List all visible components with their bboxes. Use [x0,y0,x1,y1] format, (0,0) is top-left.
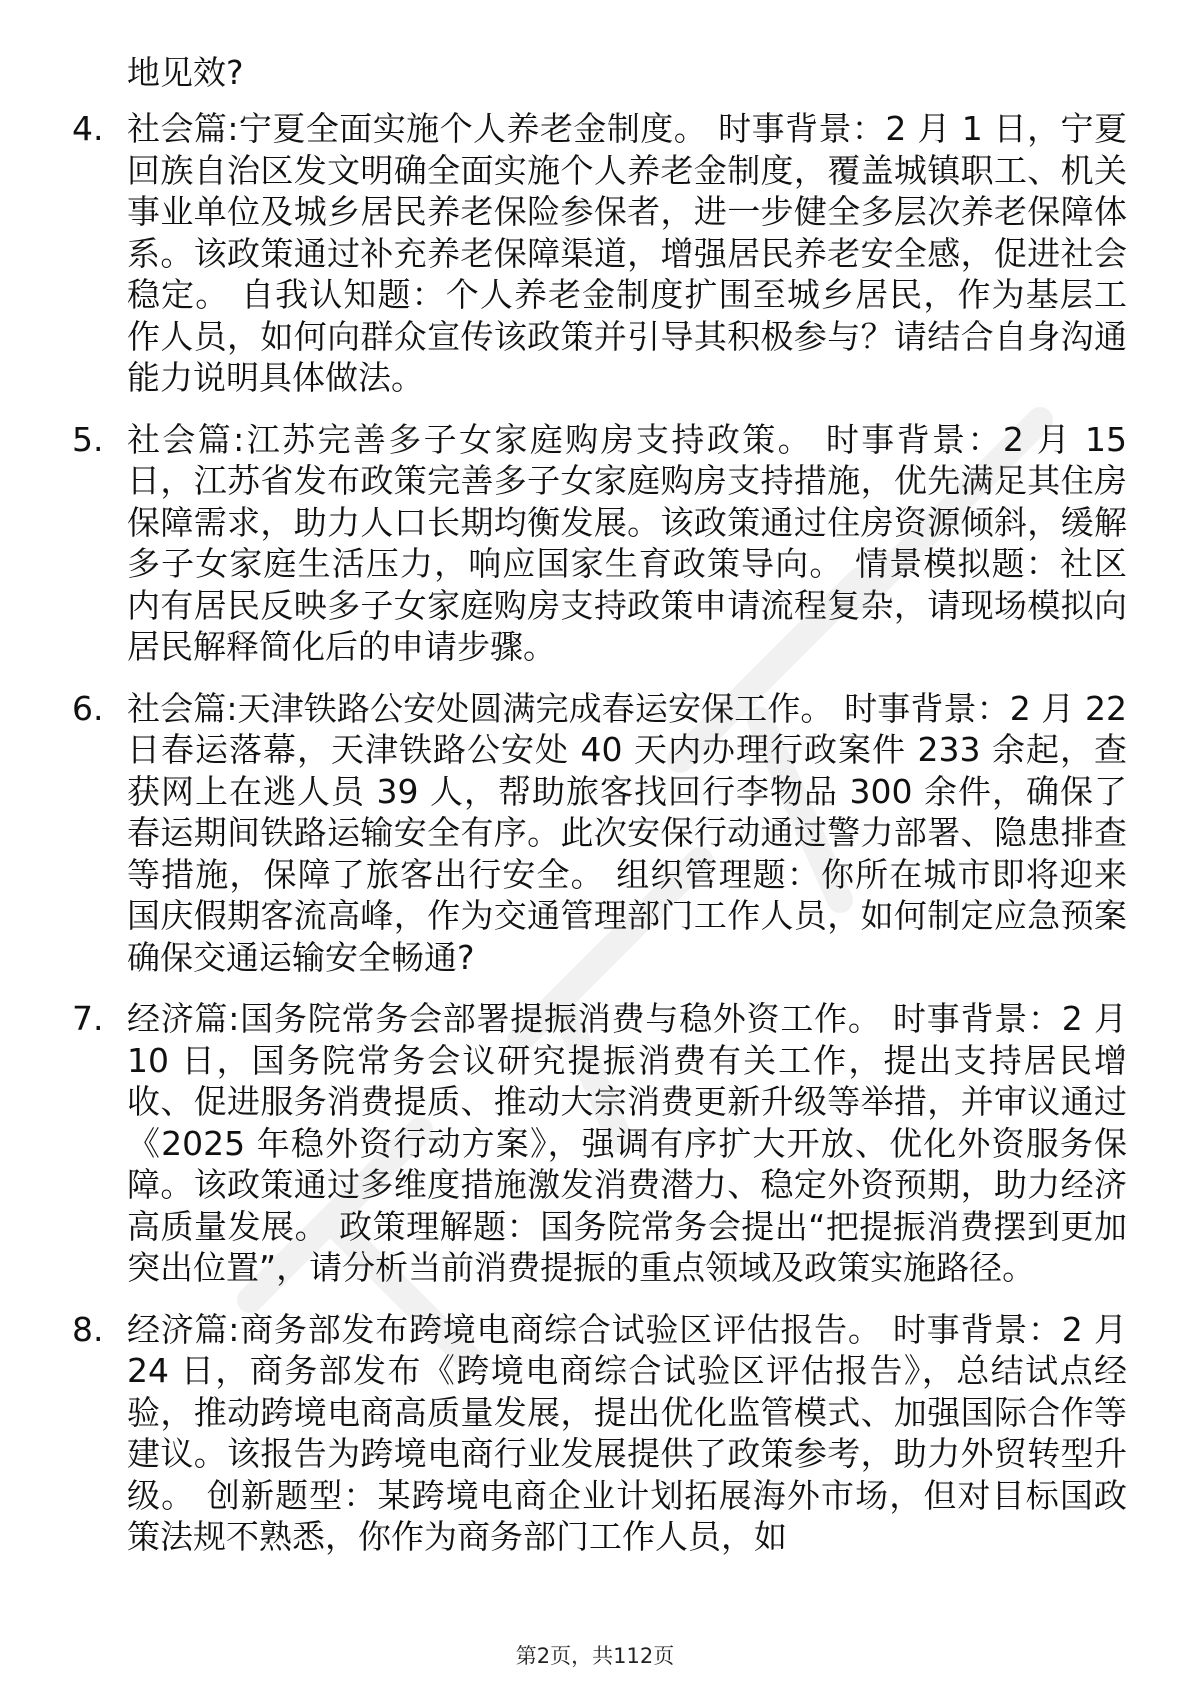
item-number: 8. [72,1309,104,1349]
item-text: 社会篇:江苏完善多子女家庭购房支持政策。 时事背景：2 月 15 日，江苏省发布政策完善多子女家庭购房支持措施，优先满足其住房保障需求，助力人口长期均衡发展。该政策通过住房资源倾斜，缓解多子女家庭生活压力，响应国家生育政策导向。 情景模拟题：社区内有居民反映多子女家庭购房支持政策申请流程复杂，请现场模拟向居民解释简化后的申请步骤。 [127,419,1127,666]
list-item [0,1309,1127,1558]
item-text: 经济篇:国务院常务会部署提振消费与稳外资工作。 时事背景：2 月 10 日，国务院常务会议研究提振消费有关工作，提出支持居民增收、促进服务消费提质、推动大宗消费更新升级等举措，并审议通过《2025 年稳外资行动方案》，强调有序扩大开放、优化外资服务保障。该政策通过多维度措施激发消费潜力、稳定外资预期，助力经济高质量发展。 政策理解题：国务院常务会提出“把提振消费摆到更加突出位置”，请分析当前消费提振的重点领域及政策实施路径。 [127,999,1127,1287]
continuation-text: 地见效? [127,53,244,92]
item-number: 7. [72,999,104,1038]
list-item [0,688,1127,979]
item-text: 经济篇:商务部发布跨境电商综合试验区评估报告。 时事背景：2 月 24 日，商务部发布《跨境电商综合试验区评估报告》，总结试点经验，推动跨境电商高质量发展，提出优化监管模式、加强国际合作等建议。该报告为跨境电商行业发展提供了政策参考，助力外贸转型升级。 创新题型：某跨境电商企业计划拓展海外市场，但对目标国政策法规不熟悉，你作为商务部门工作人员，如 [127,1309,1127,1556]
item-number: 4. [72,109,104,148]
item-text: 社会篇:宁夏全面实施个人养老金制度。 时事背景：2 月 1 日，宁夏回族自治区发文明确全面实施个人养老金制度，覆盖城镇职工、机关事业单位及城乡居民养老保险参保者，进一步健全多层次养老保障体系。该政策通过补充养老保障渠道，增强居民养老安全感，促进社会稳定。 自我认知题：个人养老金制度扩围至城乡居民，作为基层工作人员，如何向群众宣传该政策并引导其积极参与？请结合自身沟通能力说明具体做法。 [127,109,1127,397]
list-item [0,108,1127,399]
item-number: 6. [72,688,104,728]
question-list [0,108,1190,1578]
item-text: 社会篇:天津铁路公安处圆满完成春运安保工作。 时事背景：2 月 22 日春运落幕，天津铁路公安处 40 天内办理行政案件 233 余起，查获网上在逃人员 39 人，帮助旅客找回行李物品 300 余件，确保了春运期间铁路运输安全有序。此次安保行动通过警力部署、隐患排查等措施，保障了旅客出行安全。 组织管理题：你所在城市即将迎来国庆假期客流高峰，作为交通管理部门工作人员，如何制定应急预案确保交通运输安全畅通? [127,688,1127,977]
page-footer: 第2页，共112页 [515,1644,675,1668]
item-number: 5. [72,419,104,459]
list-item [0,998,1127,1289]
list-item [0,419,1127,668]
